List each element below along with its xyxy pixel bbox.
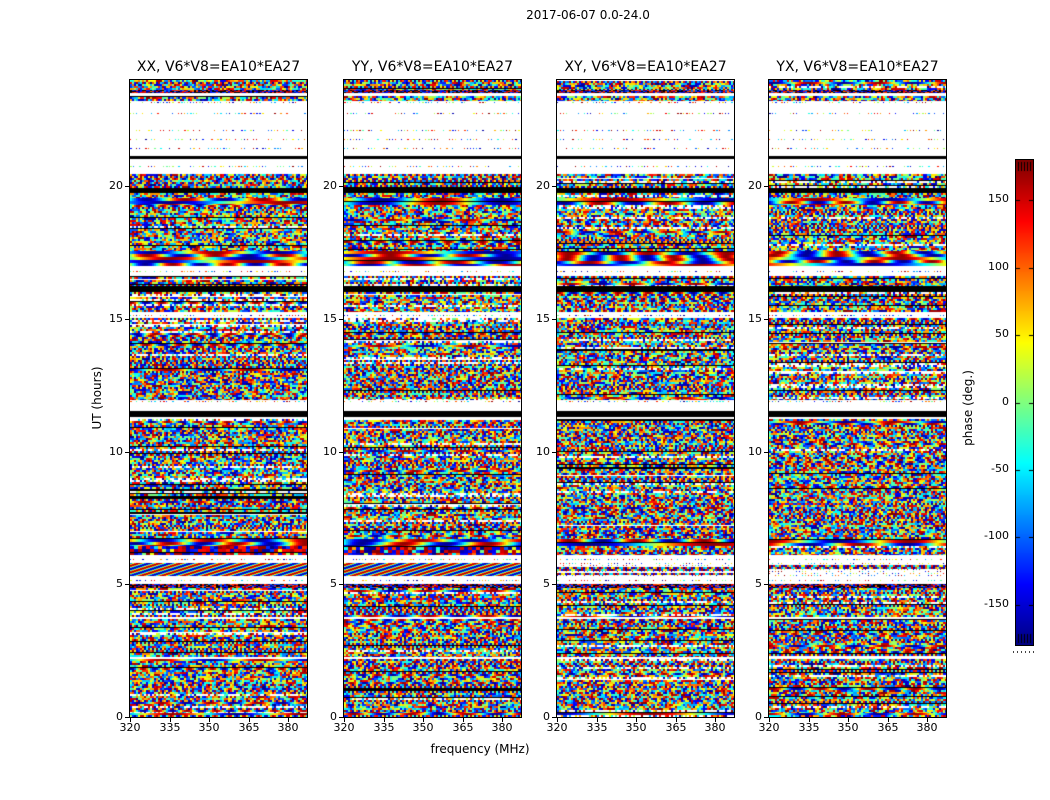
colorbar-canvas (1016, 160, 1033, 645)
y-tick (125, 584, 129, 585)
y-tick-label: 10 (323, 445, 337, 458)
y-axis-label: UT (hours) (90, 366, 104, 430)
y-tick (125, 452, 129, 453)
y-tick (125, 319, 129, 320)
y-tick (552, 319, 556, 320)
panel-yx (768, 59, 947, 718)
y-tick-label: 0 (543, 710, 550, 723)
heatmap-canvas-yx (769, 80, 946, 717)
y-tick-label: 5 (330, 577, 337, 590)
panel-xx (129, 59, 308, 718)
y-tick-label: 0 (116, 710, 123, 723)
y-tick (339, 319, 343, 320)
colorbar-label: phase (deg.) (961, 370, 975, 446)
x-tick-label: 350 (198, 721, 220, 734)
x-tick-label: 365 (877, 721, 899, 734)
y-tick-label: 20 (536, 179, 550, 192)
x-tick-label: 320 (119, 721, 141, 734)
y-tick-label: 20 (109, 179, 123, 192)
y-tick (552, 452, 556, 453)
y-tick (552, 186, 556, 187)
y-tick-label: 15 (748, 312, 762, 325)
y-tick (552, 584, 556, 585)
x-tick-label: 335 (586, 721, 608, 734)
heatmap-canvas-xy (557, 80, 734, 717)
panel-yy-title: YY, V6*V8=EA10*EA27 (351, 59, 514, 75)
y-tick-label: 5 (116, 577, 123, 590)
x-tick-label: 320 (758, 721, 780, 734)
colorbar-tick-label: -50 (991, 462, 1009, 475)
x-tick-label: 365 (665, 721, 687, 734)
x-tick-label: 350 (412, 721, 434, 734)
colorbar-underflow-dots (1013, 651, 1037, 653)
panel-xy-title: XY, V6*V8=EA10*EA27 (564, 59, 727, 75)
x-tick-label: 335 (373, 721, 395, 734)
y-tick (764, 452, 768, 453)
y-tick (339, 452, 343, 453)
figure-title: 2017-06-07 0.0-24.0 (526, 8, 650, 22)
x-tick-label: 335 (159, 721, 181, 734)
y-tick (764, 717, 768, 718)
y-tick (339, 717, 343, 718)
y-tick-label: 5 (755, 577, 762, 590)
heatmap-canvas-xx (130, 80, 307, 717)
y-tick-label: 0 (330, 710, 337, 723)
panel-xy (556, 59, 735, 718)
y-tick (125, 186, 129, 187)
colorbar-tick-label: 50 (995, 327, 1009, 340)
y-tick-label: 15 (323, 312, 337, 325)
y-tick-label: 0 (755, 710, 762, 723)
x-tick-label: 350 (625, 721, 647, 734)
y-tick (764, 186, 768, 187)
y-tick-label: 15 (536, 312, 550, 325)
colorbar (1015, 159, 1034, 646)
x-tick-label: 380 (277, 721, 299, 734)
panel-yx-title: YX, V6*V8=EA10*EA27 (776, 59, 939, 75)
y-tick-label: 10 (109, 445, 123, 458)
y-tick-label: 5 (543, 577, 550, 590)
y-tick-label: 10 (748, 445, 762, 458)
y-tick (339, 186, 343, 187)
heatmap-canvas-yy (344, 80, 521, 717)
y-tick-label: 10 (536, 445, 550, 458)
x-tick-label: 350 (837, 721, 859, 734)
y-tick (552, 717, 556, 718)
x-tick-label: 320 (333, 721, 355, 734)
x-tick-label: 365 (238, 721, 260, 734)
y-tick-label: 15 (109, 312, 123, 325)
x-tick-label: 380 (916, 721, 938, 734)
x-tick-label: 380 (491, 721, 513, 734)
y-tick (764, 319, 768, 320)
colorbar-tick-label: -150 (984, 597, 1009, 610)
y-tick (764, 584, 768, 585)
x-tick-label: 380 (704, 721, 726, 734)
panel-xx-title: XX, V6*V8=EA10*EA27 (136, 59, 301, 75)
y-tick (339, 584, 343, 585)
colorbar-tick-label: 100 (988, 260, 1009, 273)
x-tick-label: 365 (452, 721, 474, 734)
colorbar-tick-label: 150 (988, 192, 1009, 205)
y-tick (125, 717, 129, 718)
y-tick-label: 20 (323, 179, 337, 192)
x-axis-label: frequency (MHz) (430, 742, 530, 756)
panel-yy (343, 59, 522, 718)
colorbar-tick-label: -100 (984, 529, 1009, 542)
x-tick-label: 320 (546, 721, 568, 734)
y-tick-label: 20 (748, 179, 762, 192)
x-tick-label: 335 (798, 721, 820, 734)
colorbar-tick-label: 0 (1002, 395, 1009, 408)
